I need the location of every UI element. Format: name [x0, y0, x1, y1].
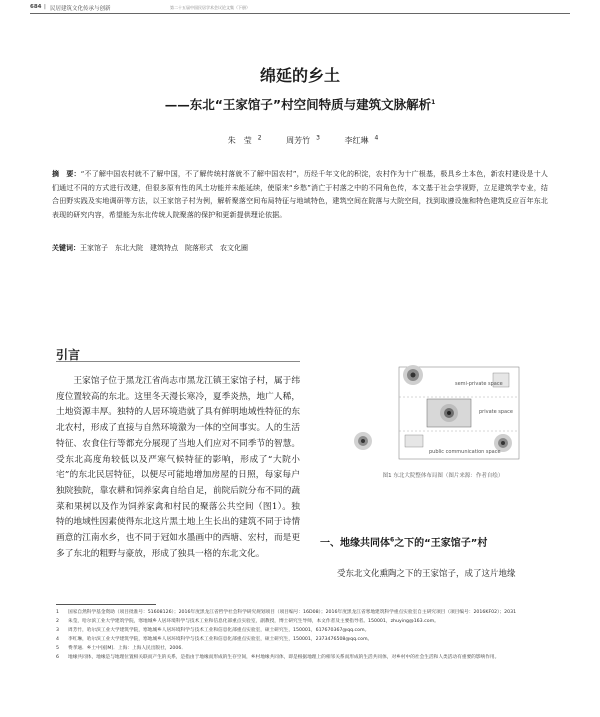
- figure-1: [343, 365, 539, 463]
- author-footnote-mark[interactable]: 2: [257, 134, 262, 141]
- author: [222, 136, 262, 145]
- header-divider: [30, 13, 570, 14]
- tree-cluster: [440, 404, 458, 422]
- footnote-text: 国家自然科学基金资助（项目批准号：51608126）；2016年度黑龙江省哲学社会科学研究规划项目（项目编号：16D08）；2016年度黑龙江省寒地建筑科学重点实验室自主研究项目（项目编号：2016KF02）；2031: [68, 610, 517, 615]
- courtyard-layout-diagram: [343, 365, 539, 463]
- article-subtitle: [0, 95, 600, 113]
- shed-block: [405, 435, 423, 447]
- footnote: [56, 627, 556, 636]
- footnote-text: 李红琳，哈尔滨工业大学建筑学院，寒地城乡人居环境科学与技术工业和信息化部重点实验室，硕士研究生，150001，2373476508@qq.com。: [68, 636, 373, 642]
- tree-trunk: [361, 439, 365, 443]
- footnote: [56, 618, 556, 627]
- section-heading-tail: 之下的“王家馆子”村: [394, 538, 488, 549]
- footnote-number: 6: [56, 654, 59, 660]
- keywords-text: 王家馆子 东北大院 建筑特点 院落形式 农文化圈: [80, 244, 248, 252]
- footnote-number: 3: [56, 627, 59, 633]
- footnote: [56, 645, 556, 654]
- abstract: [52, 168, 548, 222]
- tree-trunk: [501, 441, 505, 445]
- footnote: [56, 654, 556, 663]
- subtitle-text: ——东北“王家馆子”村空间特质与建筑文脉解析: [164, 97, 432, 112]
- intro-paragraph: 王家馆子位于黑龙江省尚志市黑龙江镇王家馆子村，属于纬度位置较高的东北。这里冬天漫长寒冷，夏季炎热，地广人稀，土地资源丰厚。独特的人居环境造就了具有鲜明地域性特征的东北农村，形成了直接与自然环境激为一体的空间事实。人的生活特征、农食住行等都充分展现了当地人们应对不同季节的智慧。受东北高度角较低以及严寒气候特征的影响，形成了“大院小宅”的东北民居特征，以便尽可能地增加房屋的日照，每家每户独院独院，靠农耕和饲养家禽自给自足，前院后院分布不同的蔬菜和果树以及作为饲养家禽和村民的聚落公共空间（图1）。独特的地域性因素使得东北这片黑土地上生长出的建筑不同于诗情画意的江南水乡，也不同于冠如水墨画中的西塘、宏村，而是更多了东北的粗野与豪放，形成了独具一格的东北文化。: [56, 376, 300, 559]
- abstract-text: “不了解中国农村就不了解中国，不了解传统村落就不了解中国农村”，历经千年文化的积淀，农村作为十广根基，极具乡土本色，新农村建设是十人们通过不同的方式进行改建，但很多原有性的风土功能并未能延续，使原来“乡愁”消亡于村落之中的不同角色传，本文基于社会学视野，立足建筑学专业，结合田野实践及实地调研等方法，以王家馆子村为例，解析聚落空间布局特征与地域特色，建筑空间在院落与大院空间，找到取遵设施和特色建筑反应百年东北表现的研究内容，希望能为东北传统人院聚落的保护和更新提供理论依据。: [52, 170, 548, 219]
- tree-trunk: [411, 373, 416, 378]
- footnote-divider: [56, 604, 156, 605]
- footnote: [56, 636, 556, 645]
- intro-divider: [56, 361, 300, 362]
- keywords-label: 关键词：: [52, 244, 80, 252]
- footnote-number: 5: [56, 645, 59, 651]
- header-separator: |: [44, 4, 46, 10]
- author: [280, 136, 320, 145]
- footnote-text: 周芳竹，哈尔滨工业大学建筑学院，寒地城乡人居环境科学与技术工业和信息化部重点实验室，硕士研究生，150001，617670367@qq.com。: [68, 627, 370, 633]
- author-footnote-mark[interactable]: 3: [316, 134, 320, 141]
- label-public: public communication space: [429, 449, 501, 455]
- author-name: 朱 莹: [227, 135, 252, 145]
- section-footnote-mark[interactable]: 6: [390, 536, 395, 544]
- journal-name: 民居建筑文化传承与创新: [50, 6, 111, 12]
- tree-cluster: [354, 432, 372, 450]
- label-semi-private: semi-private space: [455, 381, 503, 387]
- author: [338, 136, 378, 145]
- running-head-text: 第二十五届中国民居学术会议论文集（下册）: [170, 5, 250, 10]
- intro-heading: 引言: [56, 348, 81, 362]
- footnote-text: 费孝通．乡土中国[M]．上海：上海人民出版社，2006．: [68, 645, 187, 651]
- article-title: 绵延的乡土: [259, 66, 340, 85]
- tree-trunk: [447, 411, 451, 415]
- author-name: 周芳竹: [286, 135, 311, 145]
- author-name: 李红琳: [344, 135, 369, 145]
- footnote: [56, 609, 556, 618]
- footnotes: [56, 609, 556, 662]
- label-private: private space: [479, 409, 513, 415]
- tree-cluster: [403, 365, 423, 385]
- footnote-number: 1: [56, 610, 59, 615]
- author-list: [0, 134, 600, 146]
- footnote-text: 朱莹，哈尔滨工业大学建筑学院，寒地城乡人居环境科学与技术工业和信息化部重点实验室，副教授，博士研究生导师，本文作者及主要指导者。150001，zhuying@163.com。: [68, 618, 439, 624]
- subtitle-footnote-mark[interactable]: 1: [431, 98, 436, 106]
- section-heading: [320, 534, 487, 549]
- abstract-label: 摘 要：: [52, 170, 81, 178]
- author-footnote-mark[interactable]: 4: [374, 134, 379, 141]
- footnote-number: 4: [56, 636, 59, 642]
- footnote-number: 2: [56, 618, 59, 624]
- page-number: 684: [30, 4, 42, 10]
- section-heading-text: 一、地缘共同体: [320, 538, 390, 549]
- section-paragraph: 受东北文化熏陶之下的王家馆子，成了这片地缘: [337, 569, 516, 579]
- figure-caption: 图1 东北大院整体布局图（图片来源：作者自绘）: [382, 473, 504, 479]
- keywords: [52, 243, 548, 253]
- footnote-text: 地缘共同体，地缘是与地理位置相关联而产生的关系，是指由于地缘而形成的生存空间，乡村地缘共同体，即是根据地理上的相邻关系而形成的生活共同体，对乡村中的社会生活和人类活动有重要的影响作用。: [68, 654, 500, 660]
